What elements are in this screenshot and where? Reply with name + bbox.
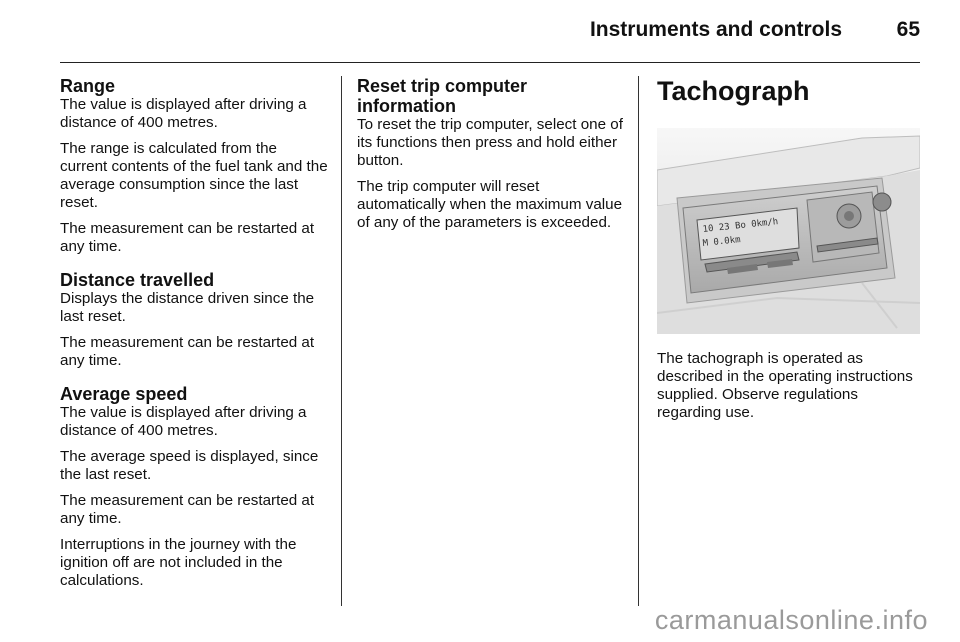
- paragraph: The value is displayed after driving a distance of 400 metres.: [60, 404, 307, 439]
- column-divider: [341, 76, 342, 606]
- tachograph-caption: [657, 350, 922, 430]
- section-title: Instruments and controls: [589, 18, 842, 41]
- watermark-text: carmanualsonline.info: [654, 605, 928, 635]
- paragraph: To reset the trip computer, select one of its functions then press and hold either button.: [357, 116, 623, 169]
- paragraph: The range is calculated from the current contents of the fuel tank and the average consumption since the last reset.: [60, 140, 328, 211]
- paragraph: The measurement can be restarted at any time.: [60, 492, 315, 527]
- heading-range: Range: [60, 76, 116, 96]
- heading-reset-trip-computer: Reset trip computer information: [357, 76, 528, 116]
- heading-average-speed: Average speed: [60, 384, 188, 404]
- section-average-speed: [60, 384, 328, 590]
- paragraph: Interruptions in the journey with the ignition off are not included in the calculations.: [60, 536, 297, 589]
- column-right: [657, 76, 922, 334]
- paragraph: The tachograph is operated as described in the operating instructions supplied. Observe regulations regarding use.: [657, 350, 913, 421]
- page-header: [60, 0, 920, 63]
- paragraph: The measurement can be restarted at any time.: [60, 220, 315, 255]
- page-number: 65: [896, 18, 920, 41]
- paragraph: The measurement can be restarted at any time.: [60, 334, 315, 369]
- paragraph: The average speed is displayed, since the last reset.: [60, 448, 319, 483]
- section-range: [60, 76, 328, 256]
- tachograph-display-line: M 0.0km: [702, 235, 742, 249]
- heading-tachograph: Tachograph: [657, 76, 810, 106]
- column-divider: [638, 76, 639, 606]
- heading-distance-travelled: Distance travelled: [60, 270, 215, 290]
- column-middle: [357, 76, 625, 240]
- section-distance-travelled: [60, 270, 328, 370]
- column-left: [60, 76, 328, 604]
- paragraph: Displays the distance driven since the last reset.: [60, 290, 315, 325]
- paragraph: The trip computer will reset automatically when the maximum value of any of the parameters is exceeded.: [357, 178, 623, 231]
- tachograph-display-line: 10 23 Bo 0km/h: [702, 217, 779, 235]
- tachograph-image: [657, 128, 920, 334]
- paragraph: The value is displayed after driving a distance of 400 metres.: [60, 96, 307, 131]
- tachograph-illustration: [657, 128, 920, 334]
